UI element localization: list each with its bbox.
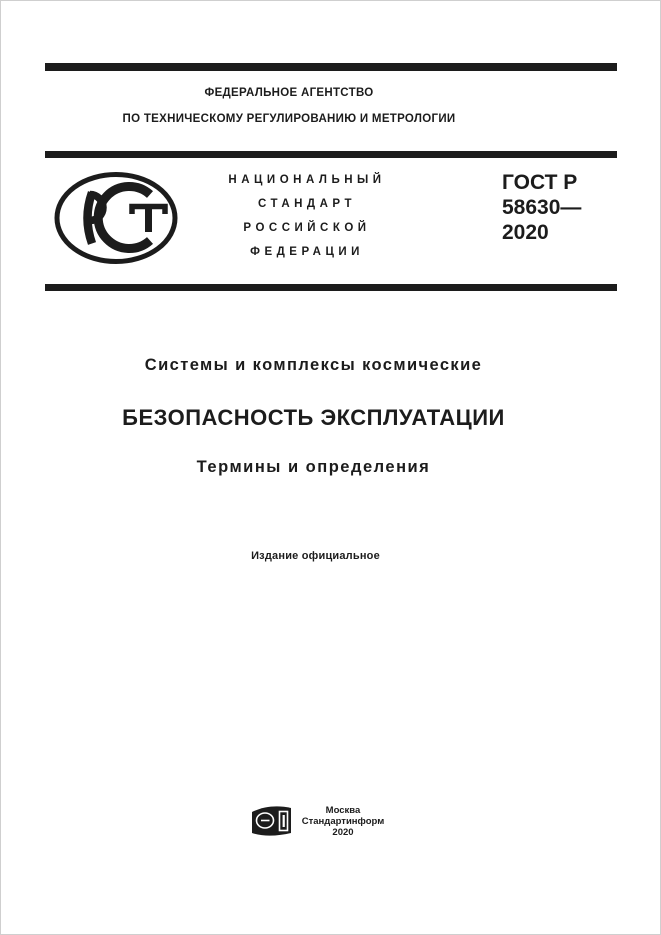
standard-designation [502,170,581,245]
standard-kind-line-1: НАЦИОНАЛЬНЫЙ [228,174,386,186]
rosstandart-conformity-mark-icon [53,172,179,264]
designation-line-3: 2020 [502,221,549,244]
imprint-publisher: Стандартинформ [301,816,385,827]
imprint-city: Москва [325,805,361,816]
banner-bottom-rule [45,284,617,291]
standard-kind-line-3: РОССИЙСКОЙ [243,222,371,234]
standard-kind-line-4: ФЕДЕРАЦИИ [250,246,364,258]
imprint [293,805,393,838]
standard-kind [177,168,437,264]
title-main: БЕЗОПАСНОСТЬ ЭКСПЛУАТАЦИИ [122,405,505,430]
agency-header-line-1: ФЕДЕРАЛЬНОЕ АГЕНТСТВО [204,87,374,99]
designation-line-1: ГОСТ Р [502,171,578,194]
title-group-name: Системы и комплексы космические [144,356,483,374]
agency-header-line-2: ПО ТЕХНИЧЕСКОМУ РЕГУЛИРОВАНИЮ И МЕТРОЛОГИИ [122,113,456,125]
imprint-year: 2020 [332,827,354,838]
edition-note: Издание официальное [251,550,380,562]
top-rule [45,63,617,71]
title-subtitle: Термины и определения [196,458,431,476]
designation-line-2: 58630— [502,196,582,219]
standard-kind-line-2: СТАНДАРТ [258,198,356,210]
banner-top-rule [45,151,617,158]
standartinform-logo-icon [250,805,293,837]
